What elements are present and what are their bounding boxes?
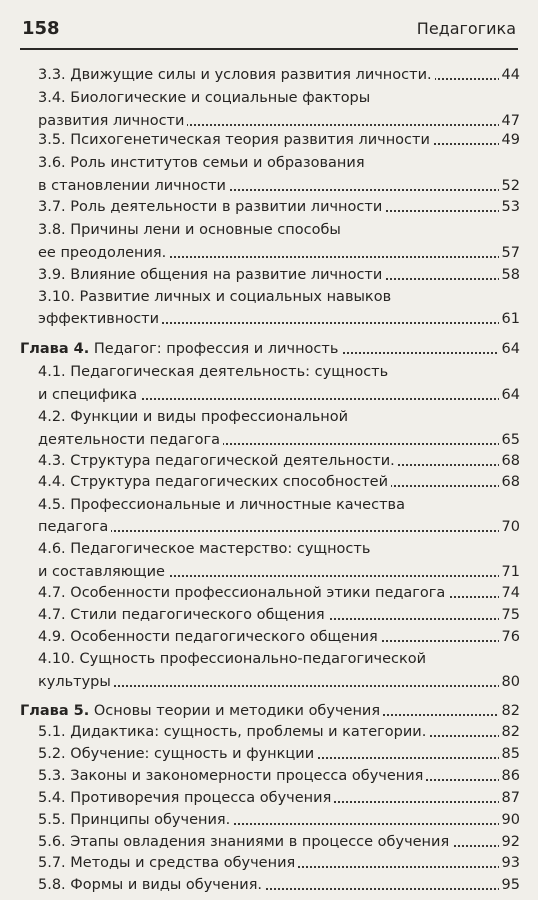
entry-title: 5.5. Принципы обучения. (38, 809, 233, 831)
toc-entry (0, 384, 538, 406)
toc-entry (0, 831, 538, 853)
page-ref: 61 (499, 308, 520, 330)
toc-entry (0, 242, 538, 264)
toc-entry (0, 561, 538, 583)
entry-title: 4.2. Функции и виды профессиональной (38, 406, 351, 428)
toc-entry (0, 516, 538, 538)
entry-title: 4.7. Особенности профессиональной этики педагога (38, 582, 448, 604)
page-ref: 58 (499, 264, 520, 286)
entry-title: и составляющие (38, 561, 168, 583)
toc-entry (0, 626, 538, 648)
entry-title: 3.8. Причины лени и основные способы (38, 219, 344, 241)
chapter-title (20, 700, 383, 722)
toc-entry (0, 743, 538, 765)
entry-title: 3.6. Роль институтов семьи и образования (38, 152, 368, 174)
toc-entry (0, 874, 538, 896)
entry-title: деятельности педагога (38, 429, 223, 451)
toc-entry (0, 582, 538, 604)
toc-entry (0, 494, 538, 516)
toc-entry (0, 286, 538, 308)
page-ref: 90 (499, 809, 520, 831)
entry-title: 3.10. Развитие личных и социальных навыков (38, 286, 394, 308)
entry-title: 4.7. Стили педагогического общения (38, 604, 328, 626)
page-ref: 70 (499, 516, 520, 538)
chapter-title-text: Основы теории и методики обучения (89, 703, 381, 719)
page-ref: 82 (499, 721, 520, 743)
toc-entry (0, 219, 538, 241)
toc-entry (0, 196, 538, 218)
entry-title: 4.9. Особенности педагогического общения (38, 626, 381, 648)
chapter-label: Глава 4. (20, 341, 90, 357)
entry-title: 5.1. Дидактика: сущность, проблемы и категории. (38, 721, 429, 743)
toc-entry (0, 671, 538, 693)
toc-entry (0, 765, 538, 787)
entry-title: 4.6. Педагогическое мастерство: сущность (38, 538, 373, 560)
entry-title: 4.1. Педагогическая деятельность: сущность (38, 361, 391, 383)
page-ref: 71 (499, 561, 520, 583)
entry-title: эффективности (38, 308, 162, 330)
page-ref: 75 (499, 604, 520, 626)
entry-title: 3.7. Роль деятельности в развитии личности (38, 196, 385, 218)
toc-entry (0, 152, 538, 174)
toc-entry (0, 175, 538, 197)
header-rule (20, 48, 518, 50)
entry-title: 5.4. Противоречия процесса обучения (38, 787, 334, 809)
page-ref: 87 (499, 787, 520, 809)
entry-title: и специфика (38, 384, 140, 406)
page-number: 158 (22, 18, 60, 39)
entry-title: 5.7. Методы и средства обучения (38, 852, 298, 874)
page-ref: 74 (499, 582, 520, 604)
entry-title: 4.5. Профессиональные и личностные качества (38, 494, 408, 516)
entry-title: 4.4. Структура педагогических способностей (38, 471, 391, 493)
entry-title: развития личности (38, 110, 187, 132)
toc-chapter (0, 700, 538, 722)
page-ref: 82 (499, 700, 520, 722)
page-ref: 80 (499, 671, 520, 693)
entry-title: 3.4. Биологические и социальные факторы (38, 87, 373, 109)
entry-title: 3.5. Психогенетическая теория развития личности (38, 129, 433, 151)
entry-title: ее преодоления. (38, 242, 169, 264)
entry-title: 5.2. Обучение: сущность и функции (38, 743, 317, 765)
chapter-label: Глава 5. (20, 703, 90, 719)
toc-entry (0, 87, 538, 109)
toc-entry (0, 852, 538, 874)
toc-entry (0, 471, 538, 493)
toc-entry (0, 604, 538, 626)
page-ref: 86 (499, 765, 520, 787)
page-ref: 93 (499, 852, 520, 874)
entry-title: 5.3. Законы и закономерности процесса обучения (38, 765, 426, 787)
page-ref: 64 (499, 338, 520, 360)
page-ref: 68 (499, 471, 520, 493)
page-ref: 92 (499, 831, 520, 853)
page-ref: 47 (499, 110, 520, 132)
toc-entry (0, 361, 538, 383)
entry-title: 3.3. Движущие силы и условия развития личности. (38, 64, 435, 86)
toc-chapter (0, 338, 538, 360)
page-header (22, 18, 516, 44)
entry-title: педагога (38, 516, 111, 538)
page-ref: 52 (499, 175, 520, 197)
entry-title: 4.10. Сущность профессионально-педагогической (38, 648, 429, 670)
toc-entry (0, 538, 538, 560)
page-ref: 76 (499, 626, 520, 648)
entry-title: 4.3. Структура педагогической деятельности. (38, 450, 398, 472)
running-title: Педагогика (416, 19, 516, 38)
toc-entry (0, 429, 538, 451)
page-ref: 95 (499, 874, 520, 896)
page-ref: 64 (499, 384, 520, 406)
toc-entry (0, 787, 538, 809)
page-ref: 85 (499, 743, 520, 765)
toc-entry (0, 648, 538, 670)
toc-entry (0, 308, 538, 330)
toc-entry (0, 450, 538, 472)
entry-title: культуры (38, 671, 114, 693)
entry-title: в становлении личности (38, 175, 229, 197)
toc-entry (0, 406, 538, 428)
chapter-title-text: Педагог: профессия и личность (89, 341, 339, 357)
toc-entry (0, 721, 538, 743)
page-ref: 53 (499, 196, 520, 218)
page-ref: 68 (499, 450, 520, 472)
page-ref: 57 (499, 242, 520, 264)
entry-title: 5.6. Этапы овладения знаниями в процессе обучения (38, 831, 452, 853)
page-ref: 49 (499, 129, 520, 151)
entry-title: 5.8. Формы и виды обучения. (38, 874, 265, 896)
toc-entry (0, 809, 538, 831)
chapter-title (20, 338, 341, 360)
page-ref: 44 (499, 64, 520, 86)
dot-leader (42, 530, 508, 532)
entry-title: 3.9. Влияние общения на развитие личности (38, 264, 385, 286)
toc-entry (0, 264, 538, 286)
page-ref: 65 (499, 429, 520, 451)
toc-entry (0, 64, 538, 86)
toc-entry (0, 129, 538, 151)
